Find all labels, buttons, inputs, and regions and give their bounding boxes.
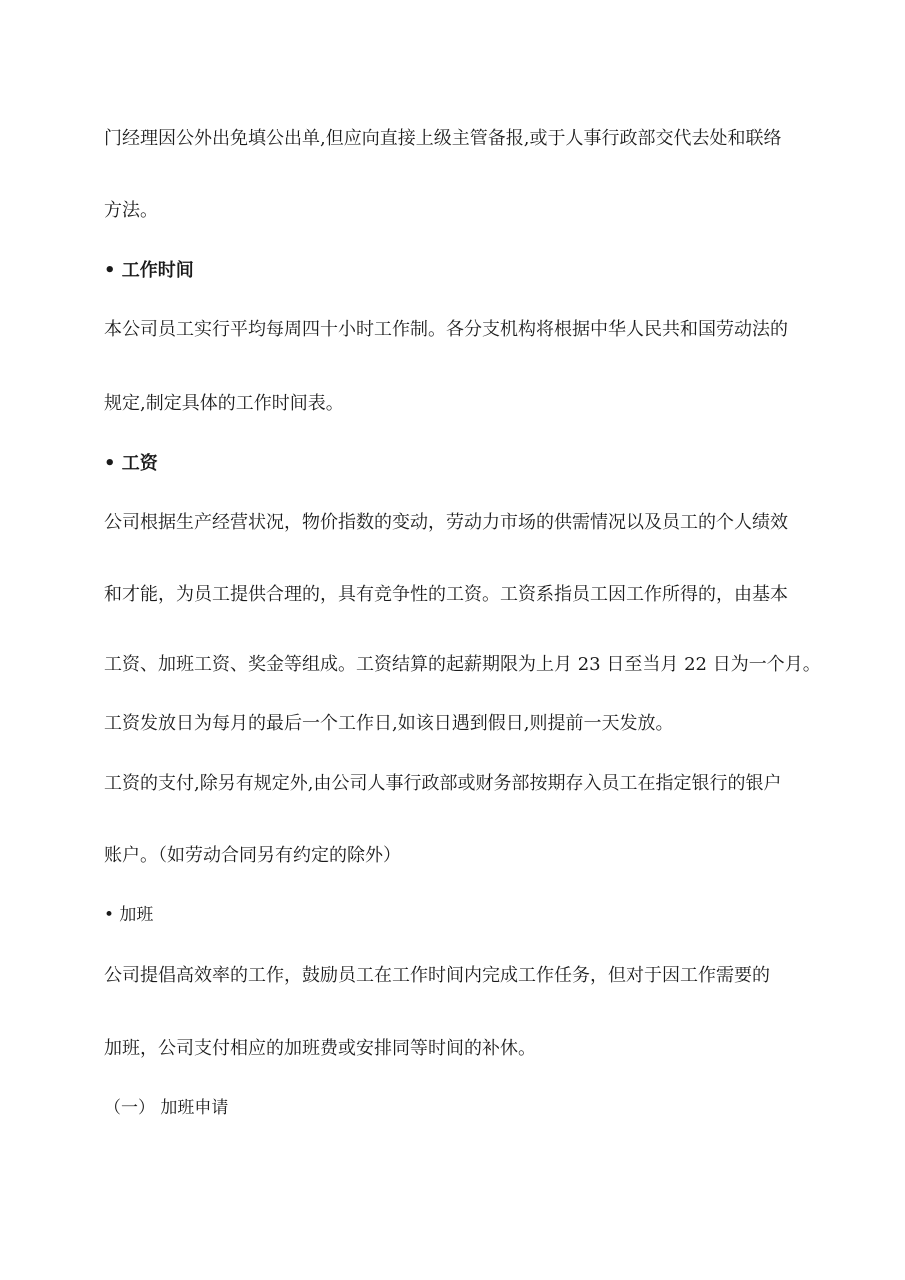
paragraph-line: 工资发放日为每月的最后一个工作日,如该日遇到假日,则提前一天发放。 [104, 713, 674, 734]
paragraph-line: 工资的支付,除另有规定外,由公司人事行政部或财务部按期存入员工在指定银行的银户 [104, 773, 782, 794]
paragraph-line: 门经理因公外出免填公出单,但应向直接上级主管备报,或于人事行政部交代去处和联络 [104, 128, 782, 149]
paragraph-line: 方法。 [104, 200, 158, 221]
paragraph-line: 加班，公司支付相应的加班费或安排同等时间的补休。 [104, 1038, 536, 1059]
paragraph-line: 和才能，为员工提供合理的，具有竞争性的工资。工资系指员工因工作所得的，由基本 [104, 584, 788, 605]
section-heading-wages: • 工资 [104, 453, 158, 474]
paragraph-line: 账户。（如劳动合同另有约定的除外） [104, 845, 401, 866]
section-heading-overtime: • 加班 [104, 905, 154, 925]
paragraph-line: 规定,制定具体的工作时间表。 [104, 393, 344, 414]
section-heading-work-time: • 工作时间 [104, 260, 194, 281]
paragraph-line: 本公司员工实行平均每周四十小时工作制。各分支机构将根据中华人民共和国劳动法的 [104, 319, 788, 340]
subsection-heading-overtime-application: （一） 加班申请 [104, 1098, 229, 1118]
paragraph-line: 工资、加班工资、奖金等组成。工资结算的起薪期限为上月 23 日至当月 22 日为一个月。 [104, 654, 821, 675]
paragraph-line: 公司提倡高效率的工作，鼓励员工在工作时间内完成工作任务，但对于因工作需要的 [104, 965, 770, 986]
paragraph-line: 公司根据生产经营状况，物价指数的变动，劳动力市场的供需情况以及员工的个人绩效 [104, 512, 788, 533]
